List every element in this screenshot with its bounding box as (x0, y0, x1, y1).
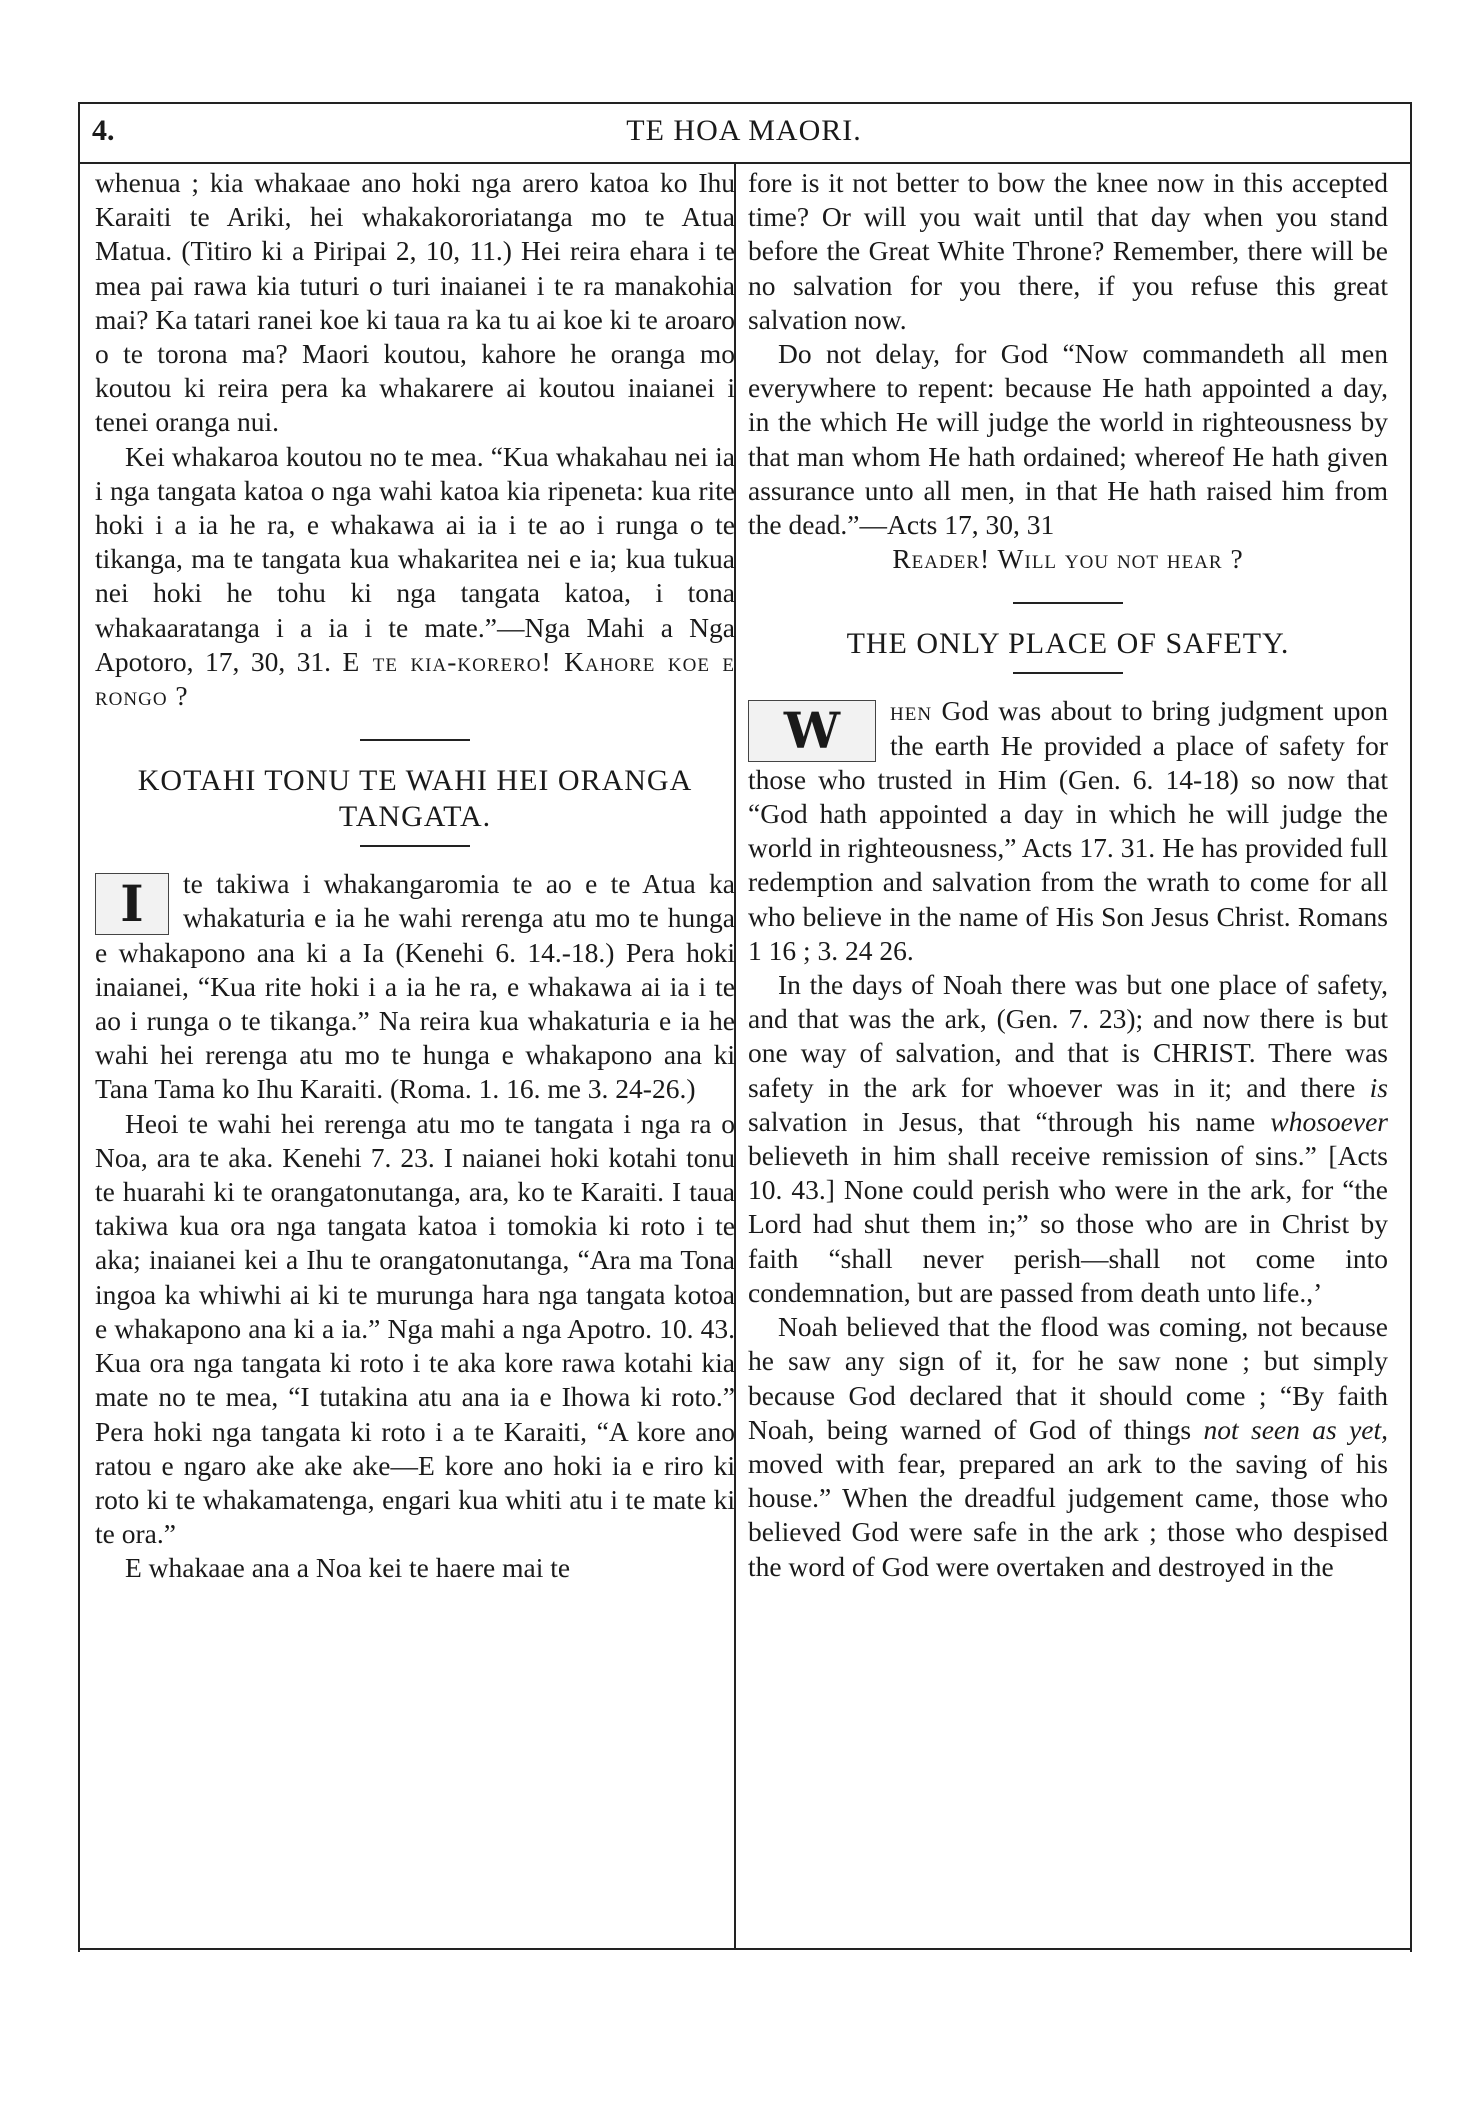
right-paragraph-4 (748, 968, 1388, 1310)
running-title: TE HOA MAORI. (626, 114, 862, 147)
left-section-heading: KOTAHI TONU TE WAHI HEI ORANGA TANGATA. (137, 764, 693, 834)
right-section-heading: THE ONLY PLACE OF SAFETY. (846, 627, 1290, 661)
section-separator (1013, 602, 1123, 604)
right-paragraph-1: fore is it not better to bow the knee now in this accepted time? Or will you wait until that day when you stand before the Great White Throne? Remember, there will be no salvation for you there, if you refuse this great salvation now. (748, 167, 1388, 335)
right-paragraph-5-part-a: Noah believed that the flood was coming, not because he saw any sign of it, for he saw none ; but simply because God declared that it should come ; “By faith Noah, being warned of God of things (748, 1311, 1388, 1445)
left-paragraph-3 (95, 867, 735, 1106)
left-paragraph-3-text: te takiwa i whakangaromia te ao e te Atua ka whakaturia e ia he wahi rerenga atu mo te hunga e whakapono ana ki a Ia (Kenehi 6. 14.-18.) Pera hoki inaianei, “Kua rite hoki i a ia he ra, e whakawa ai ia i te ao i runga o te tikanga.” Na reira kua whakaturia e ia he wahi hei rerenga atu mo te hunga e whakapono ana ki Tana Tama ko Ihu Karaiti. (Roma. 1. 16. me 3. 24-26.) (95, 868, 735, 1105)
reader-line: Reader! Will you not hear ? (892, 543, 1244, 575)
bottom-rule (78, 1948, 1410, 1950)
right-paragraph-5-italic: not seen as yet, (1203, 1413, 1389, 1445)
right-paragraph-4-whosoever: whosoever (1270, 1105, 1389, 1137)
page-header (78, 102, 1410, 164)
decorative-dropcap-w: W (748, 700, 876, 762)
left-paragraph-5: E whakaae ana a Noa kei te haere mai te (125, 1552, 571, 1584)
section-separator (360, 739, 470, 741)
page-number: 4. (92, 114, 115, 147)
decorative-dropcap-i: I (95, 873, 169, 935)
right-paragraph-5-part-b: moved with fear, prepared an ark to the saving of his house.” When the dreadful judgement came, those who believed God were safe in the ark ; those who despised the word of God were overtaken and destroyed in the (748, 1447, 1388, 1582)
right-column (748, 166, 1388, 1584)
right-paragraph-3 (748, 694, 1388, 968)
right-paragraph-4-part-b: salvation in Jesus, that “through his name (748, 1105, 1256, 1137)
right-paragraph-2: Do not delay, for God “Now commandeth all men everywhere to repent: because He hath appointed a day, in the which He will judge the world in righteousness by that man whom He hath ordained; whereof He hath given assurance unto all men, in that He hath raised him from the dead.”—Acts 17, 30, 31 (748, 338, 1388, 541)
left-paragraph-1: whenua ; kia whakaae ano hoki nga arero katoa ko Ihu Karaiti te Ariki, hei whakakororiatanga mo te Atua Matua. (Titiro ki a Piripai 2, 10, 11.) Hei reira ehara i te mea pai rawa kia tuturi o turi inaianei i te ra manakohia mai? Ka tatari ranei koe ki taua ra ka tu ai koe ki te aroaro o te torona ma? Maori koutou, kahore he oranga mo koutou ki reira pera ka whakarere ai koutou inaianei i tenei oranga nui. (95, 167, 735, 438)
right-paragraph-3-text: God was about to bring judgment upon the earth He provided a place of safety for those who trusted in Him (Gen. 6. 14-18) so now that “God hath appointed a day in which he will judge the world in righteousness,” Acts 17. 31. He has provided full redemption and salvation from the wrath to come for all who believe in the name of His Son Jesus Christ. Romans 1 16 ; 3. 24 26. (748, 695, 1388, 966)
left-paragraph-2-closing: E te kia-korero! Kahore koe e rongo ? (95, 645, 735, 712)
left-paragraph-4: Heoi te wahi hei rerenga atu mo te tangata i nga ra o Noa, ara te aka. Kenehi 7. 23. I naianei hoki kotahi tonu te huarahi ki te orangatonutanga, ara, ko te Karaiti. I taua takiwa kua ora nga tangata katoa i tomokia ki roto i te aka; inaianei kei a Ihu te orangatonutanga, “Ara ma Tona ingoa ka whiwhi ai ki te murunga hara nga tangata kotoa e whakapono ana ki a ia.” Nga mahi a nga Apotro. 10. 43. Kua ora nga tangata ki roto i te aka kore rawa kotahi kia mate no te mea, “I tutakina atu ana ia e Ihowa ki roto.” Pera hoki nga tangata ki roto i a te Karaiti, “A kore ano ratou e ngaro ake ake ake—E kore ano hoki ia e riro ki roto ki te whakamatenga, engari kua whiti atu i te mate ki te ora.” (95, 1107, 735, 1550)
right-paragraph-5 (748, 1310, 1388, 1584)
right-paragraph-4-part-c: believeth in him shall receive remission of sins.” [Acts 10. 43.] None could perish who were in the ark, for “the Lord had shut them in;” so those who are in Christ by faith “shall never perish—shall not come into condemnation, but are passed from death unto life.,’ (748, 1140, 1388, 1308)
left-paragraph-2-text: Kei whakaroa koutou no te mea. “Kua whakahau nei ia i nga tangata katoa o nga wahi katoa kia ripeneta: kua rite hoki i a ia he ra, e whakawa ai ia i te ao i runga o te tikanga, ma te tangata kua whakaritea nei e ia; kua tukua nei hoki he tohu ki nga tangata katoa, i tona whakaaratanga i a ia i te mate.”—Nga Mahi a Nga Apotoro, 17, 30, 31. (95, 440, 735, 677)
right-paragraph-4-part-a: In the days of Noah there was but one place of safety, and that was the ark, (Gen. 7. 23); and now there is but one way of salvation, and that is CHRIST. There was safety in the ark for whoever was in it; and there (748, 969, 1388, 1103)
left-paragraph-2 (95, 440, 735, 714)
left-column (95, 166, 735, 1586)
right-paragraph-4-is: is (1369, 1071, 1388, 1103)
right-paragraph-3-lead: hen (890, 695, 933, 727)
